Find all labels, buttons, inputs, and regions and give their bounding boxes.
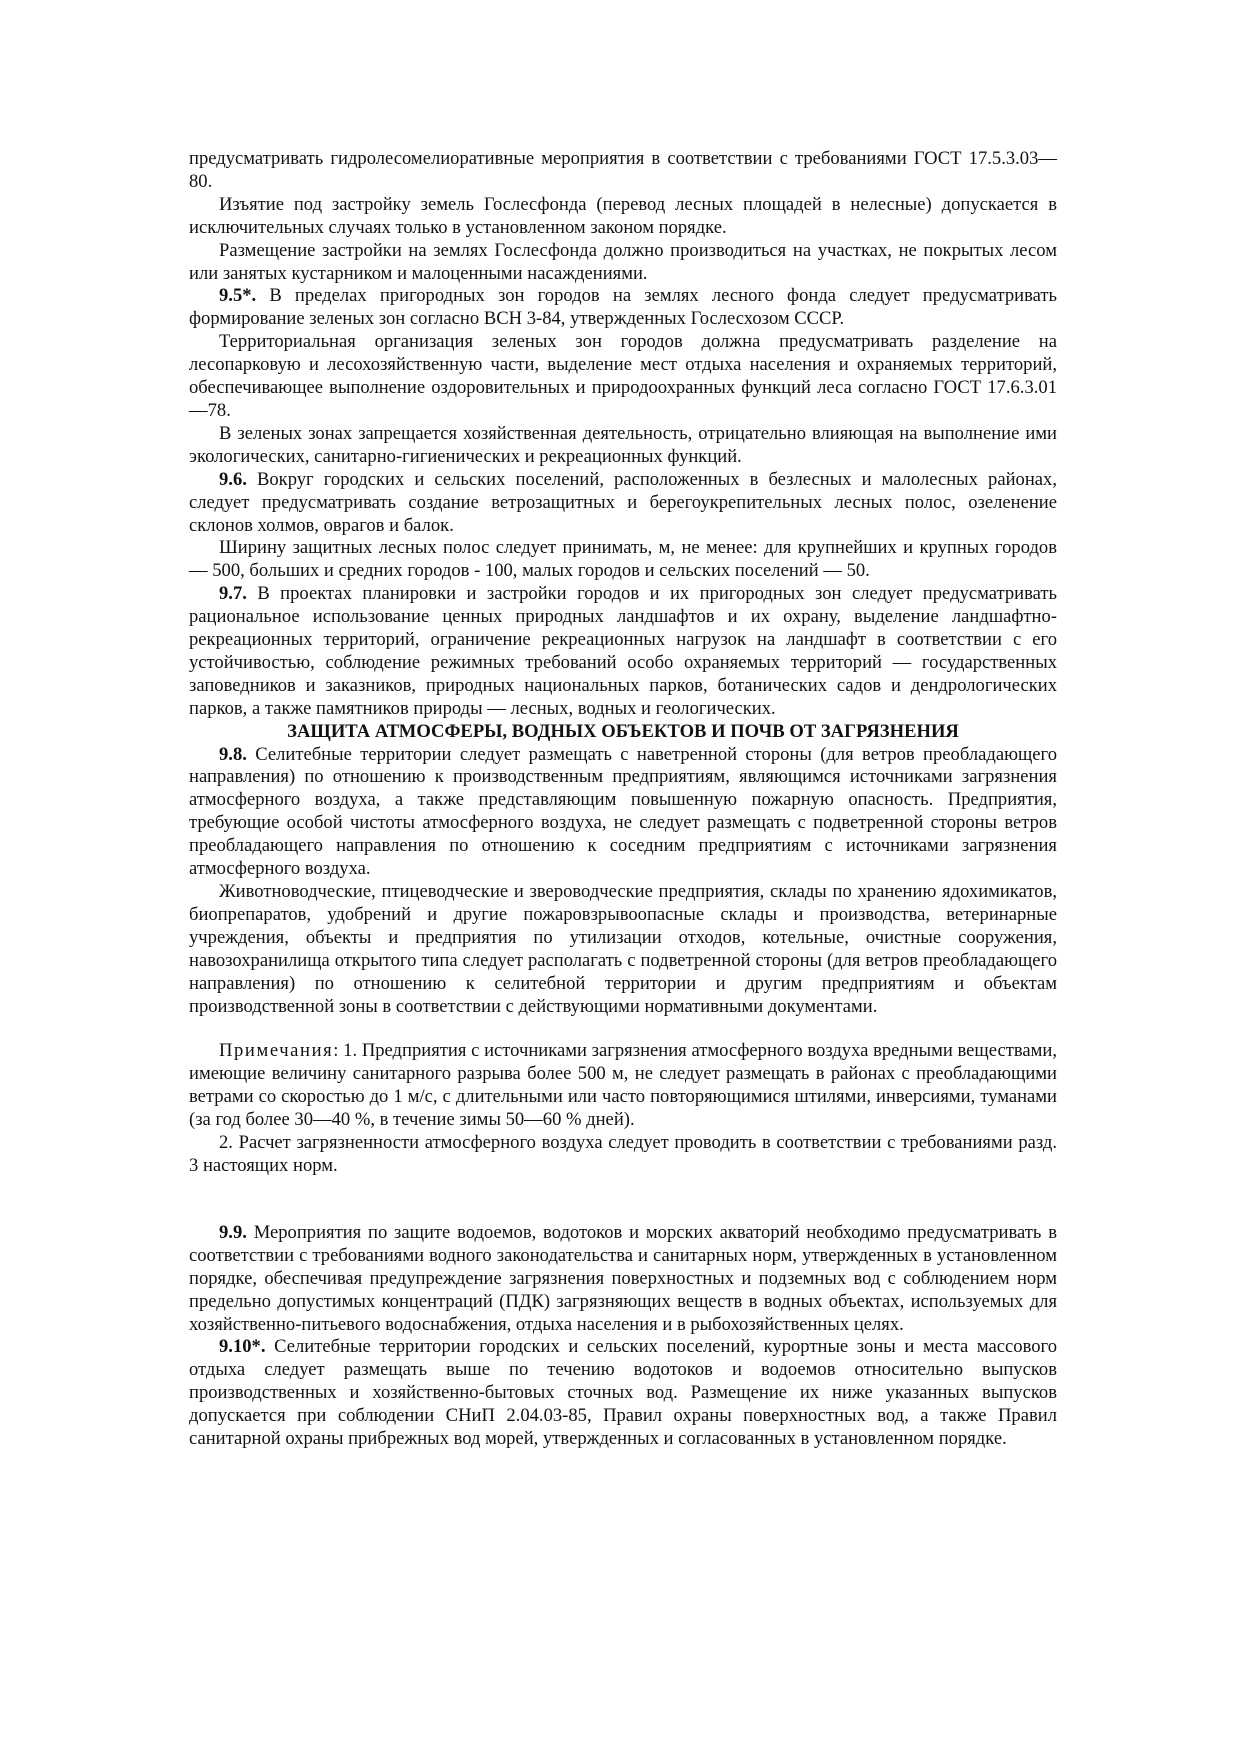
clause-9-5: [189, 285, 1057, 331]
clause-9-10: [189, 1336, 1057, 1451]
clause-9-8-paragraph-2: Животноводческие, птицеводческие и звероводческие предприятия, склады по хранению ядохимикатов, биопрепаратов, удобрений и другие пожаровзрывоопасные склады и производства, ветеринарные учреждения, объекты и предприятия по утилизации отходов, котельные, очистные сооружения, навозохранилища открытого типа следует располагать с подветренной стороны (для ветров преобладающего направления) по отношению к селитебной территории и другим предприятиям и объектам производственной зоны в соответствии с действующими нормативными документами.: [189, 881, 1057, 1017]
clause-number: 9.5*.: [219, 285, 257, 307]
note-1: [189, 1040, 1057, 1132]
clause-9-6: [189, 469, 1057, 538]
clause-9-8: [189, 744, 1057, 881]
clause-number: 9.10*.: [219, 1336, 266, 1358]
paragraph-withdrawal: Изъятие под застройку земель Гослесфонда (перевод лесных площадей в нелесные) допускается в исключительных случаях только в установленном законом порядке.: [189, 193, 1057, 238]
clause-text: Мероприятия по защите водоемов, водотоков и морских акваторий необходимо предусматривать в соответствии с требованиями водного законодательства и санитарных норм, утвержденных в установленном порядке, обеспечивая предупреждение загрязнения поверхностных и подземных вод с соблюдением норм предельно допустимых концентраций (ПДК) загрязняющих веществ в водных объектах, используемых для хозяйственно-питьевого водоснабжения, отдыха населения и в рыбохозяйственных целях.: [189, 1221, 1057, 1335]
section-heading: ЗАЩИТА АТМОСФЕРЫ, ВОДНЫХ ОБЪЕКТОВ И ПОЧВ ОТ ЗАГРЯЗНЕНИЯ: [287, 720, 959, 742]
clause-text: Вокруг городских и сельских поселений, расположенных в безлесных и малолесных районах, следует предусматривать создание ветрозащитных и берегоукрепительных лесных полос, озеленение склонов холмов, оврагов и балок.: [189, 468, 1057, 536]
note-1-text: : 1. Предприятия с источниками загрязнения атмосферного воздуха вредными веществами, имеющие величину санитарного разрыва более 500 м, не следует размещать в районах с преобладающими ветрами со скоростью до 1 м/с, с длительными или часто повторяющимися штилями, инверсиями, туманами (за год более 30—40 %, в течение зимы 50—60 % дней).: [189, 1040, 1057, 1131]
clause-9-5-paragraph-2: Территориальная организация зеленых зон городов должна предусматривать разделение на лесопарковую и лесохозяйственную части, выделение мест отдыха населения и охраняемых территорий, обеспечивающее выполнение оздоровительных и природоохранных функций леса согласно ГОСТ 17.6.3.01—78.: [189, 331, 1057, 421]
clause-text: Селитебные территории городских и сельских поселений, курортные зоны и места массового отдыха следует размещать выше по течению водотоков и водоемов относительно выпусков производственных и хозяйственно-бытовых сточных вод. Размещение их ниже указанных выпусков допускается при соблюдении СНиП 2.04.03-85, Правил охраны поверхностных вод, а также Правил санитарной охраны прибрежных вод морей, утвержденных и согласованных в установленном порядке.: [189, 1336, 1057, 1450]
clause-number: 9.7.: [219, 583, 247, 605]
paragraph-continued: предусматривать гидролесомелиоративные мероприятия в соответствии с требованиями ГОСТ 17.5.3.03—80.: [189, 148, 1057, 192]
clause-number: 9.8.: [219, 743, 247, 765]
clause-text: В пределах пригородных зон городов на землях лесного фонда следует предусматривать формирование зеленых зон согласно ВСН 3-84, утвержденных Гослесхозом СССР.: [189, 285, 1057, 330]
clause-text: Селитебные территории следует размещать с наветренной стороны (для ветров преобладающего направления) по отношению к производственным предприятиям, являющимся источниками загрязнения атмосферного воздуха, а также представляющим повышенную пожарную опасность. Предприятия, требующие особой чистоты атмосферного воздуха, не следует размещать с подветренной стороны ветров преобладающего направления по отношению к соседним предприятиям с источниками загрязнения атмосферного воздуха.: [189, 743, 1057, 880]
notes-label: Примечания: [219, 1040, 334, 1062]
clause-9-7: [189, 583, 1057, 720]
paragraph-placement: Размещение застройки на землях Гослесфонда должно производиться на участках, не покрытых лесом или занятых кустарником и малоценными насаждениями.: [189, 239, 1057, 284]
clause-9-6-paragraph-2: Ширину защитных лесных полос следует принимать, м, не менее: для крупнейших и крупных городов — 500, больших и средних городов - 100, малых городов и сельских поселений — 50.: [189, 537, 1057, 582]
clause-9-9: [189, 1222, 1057, 1337]
note-2: 2. Расчет загрязненности атмосферного воздуха следует проводить в соответствии с требованиями разд. 3 настоящих норм.: [189, 1132, 1057, 1176]
clause-text: В проектах планировки и застройки городов и их пригородных зон следует предусматривать рациональное использование ценных природных ландшафтов и их охрану, выделение ландшафтно-рекреационных территорий, ограничение рекреационных нагрузок на ландшафт в соответствии с его устойчивостью, соблюдение режимных требований особо охраняемых территорий — государственных заповедников и заказников, природных национальных парков, ботанических садов и дендрологических парков, а также памятников природы — лесных, водных и геологических.: [189, 583, 1057, 719]
clause-9-5-paragraph-3: В зеленых зонах запрещается хозяйственная деятельность, отрицательно влияющая на выполнение ими экологических, санитарно-гигиенических и рекреационных функций.: [189, 422, 1057, 467]
clause-number: 9.9.: [219, 1221, 247, 1243]
spacer: [189, 1178, 1057, 1222]
spacer: [189, 1018, 1057, 1040]
document-page: [189, 148, 1057, 1451]
clause-number: 9.6.: [219, 468, 247, 490]
